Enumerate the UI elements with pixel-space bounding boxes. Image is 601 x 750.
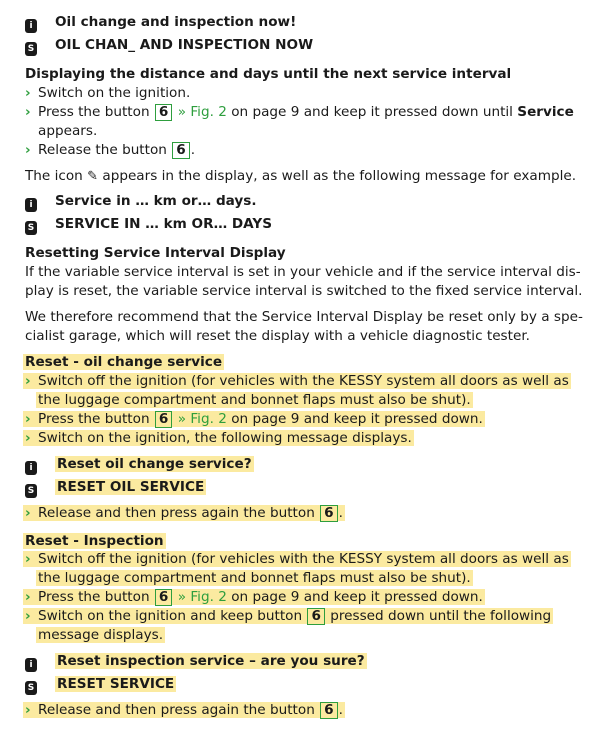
display-message-line	[25, 35, 313, 55]
display-icon: S	[25, 681, 37, 695]
step: › Switch on the ignition.	[25, 85, 191, 101]
display-message-line: S SERVICE IN … km OR… DAYS	[25, 214, 272, 234]
step: › Release the button 6 .	[25, 142, 196, 158]
step: › Press the button 6 » Fig. 2 on page 9 and keep it pressed down until Service	[25, 104, 574, 120]
display-icon: S	[25, 484, 37, 498]
step-continuation: message displays.	[38, 627, 164, 643]
figure-link[interactable]: » Fig. 2	[177, 411, 227, 427]
info-icon: i	[25, 19, 37, 33]
step-continuation: appears.	[38, 123, 98, 139]
arrow-icon: ›	[25, 104, 31, 120]
button-6-ref: 6	[320, 505, 337, 522]
paragraph-line: play is reset, the variable service interval is switched to the fixed service interval.	[25, 283, 583, 299]
display-icon: S	[25, 42, 37, 56]
paragraph-line: cialist garage, which will reset the display with a vehicle diagnostic tester.	[25, 328, 530, 344]
arrow-icon: ›	[25, 702, 31, 718]
paragraph-line: If the variable service interval is set in your vehicle and if the service interval dis-	[25, 264, 581, 280]
wrench-icon: ✎	[87, 169, 99, 184]
button-6-ref: 6	[172, 142, 189, 159]
section-heading: Reset - oil change service	[25, 354, 223, 370]
button-6-ref: 6	[155, 411, 172, 428]
section-heading: Displaying the distance and days until the next service interval	[25, 66, 512, 82]
display-icon: S	[25, 221, 37, 235]
arrow-icon: ›	[25, 411, 31, 427]
step: › Press the button 6 » Fig. 2 on page 9 and keep it pressed down.	[25, 589, 483, 605]
button-6-ref: 6	[320, 702, 337, 719]
info-message-line	[25, 12, 296, 32]
message-text: OIL CHAN_ AND INSPECTION NOW	[55, 37, 314, 53]
arrow-icon: ›	[25, 608, 31, 624]
icon-explanation: The icon ✎ appears in the display, as well as the following message for example.	[25, 168, 577, 184]
display-message-line: S RESET OIL SERVICE	[25, 477, 206, 497]
display-message-line: S RESET SERVICE	[25, 674, 176, 694]
paragraph-line: We therefore recommend that the Service Interval Display be reset only by a spe-	[25, 309, 583, 325]
step-continuation: the luggage compartment and bonnet flaps must also be shut).	[38, 392, 471, 408]
message-text: Oil change and inspection now!	[55, 14, 297, 30]
figure-link[interactable]: » Fig. 2	[177, 104, 227, 120]
arrow-icon: ›	[25, 430, 31, 446]
section-heading: Resetting Service Interval Display	[25, 245, 286, 261]
arrow-icon: ›	[25, 373, 31, 389]
step: › Press the button 6 » Fig. 2 on page 9 and keep it pressed down.	[25, 411, 483, 427]
step: › Switch off the ignition (for vehicles with the KESSY system all doors as well as	[25, 551, 569, 567]
arrow-icon: ›	[25, 505, 31, 521]
button-6-ref: 6	[155, 104, 172, 121]
info-icon: i	[25, 658, 37, 672]
step: › Switch on the ignition, the following message displays.	[25, 430, 412, 446]
step: › Release and then press again the button 6 .	[25, 505, 343, 521]
step: › Release and then press again the button 6 .	[25, 702, 343, 718]
step: › Switch off the ignition (for vehicles with the KESSY system all doors as well as	[25, 373, 569, 389]
section-heading: Reset - Inspection	[25, 533, 164, 549]
info-icon: i	[25, 198, 37, 212]
button-6-ref: 6	[155, 589, 172, 606]
info-message-line: i Reset inspection service – are you sure?	[25, 651, 367, 671]
button-6-ref: 6	[307, 608, 324, 625]
arrow-icon: ›	[25, 85, 31, 101]
arrow-icon: ›	[25, 142, 31, 158]
step-continuation: the luggage compartment and bonnet flaps must also be shut).	[38, 570, 471, 586]
arrow-icon: ›	[25, 589, 31, 605]
info-message-line: i Service in … km or… days.	[25, 191, 257, 211]
info-icon: i	[25, 461, 37, 475]
step: › Switch on the ignition and keep button 6 pressed down until the following	[25, 608, 552, 624]
figure-link[interactable]: » Fig. 2	[177, 589, 227, 605]
info-message-line: i Reset oil change service?	[25, 454, 254, 474]
arrow-icon: ›	[25, 551, 31, 567]
